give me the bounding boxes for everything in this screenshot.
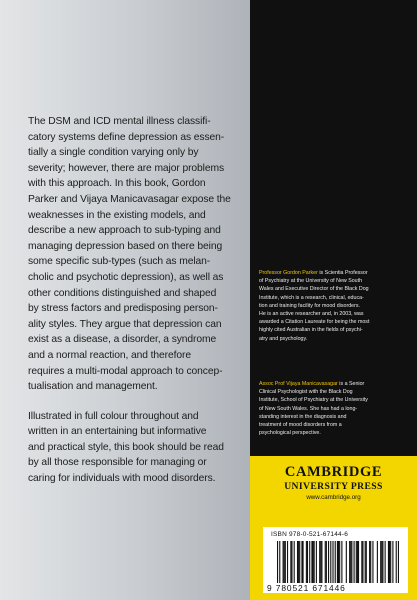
barcode-area bbox=[263, 527, 408, 593]
author-name-parker: Professor Gordon Parker bbox=[259, 270, 318, 276]
barcode-digits: 9 780521 671446 bbox=[267, 583, 346, 593]
author-bio-text: is Scientia Professor of Psychiatry at the University of New South Wales and Executive Director of the Black Dog Institute, which is a research, clinical, educa- tion and training facility for mood disorders. He is an active researcher and, in 2003, was awarded a Citation Laureate for being the most highly cited Australian in the fields of psychi- atry and psychology. bbox=[259, 270, 370, 342]
isbn-label: ISBN 978-0-521-67144-6 bbox=[271, 531, 349, 538]
author-name-manicavasagar: Assoc Prof Vijaya Manicavasagar bbox=[259, 381, 338, 387]
book-blurb bbox=[28, 114, 246, 501]
blurb-paragraph: The DSM and ICD mental illness classifi- catory systems define depression as essen- tially a single condition varying only by severity; however, there are major problems with this approach. In this book, Gordon Parker and Vijaya Manicavasagar expose the weaknesses in the existing models, and describe a new approach to sub-typing and managing depression based on there being some specific sub-types (such as melan- cholic and psychotic depression), as well as other conditions distinguished and shaped by stress factors and predisposing person- ality styles. They argue that depression can exist as a disease, a disorder, a syndrome and a normal reaction, and therefore requires a multi-modal approach to concep- tualisation and management. bbox=[28, 116, 231, 393]
author-bio-manicavasagar bbox=[259, 380, 415, 437]
publisher-url: www.cambridge.org bbox=[306, 494, 361, 501]
publisher-name: CAMBRIDGE bbox=[284, 464, 383, 480]
barcode-icon bbox=[277, 541, 399, 583]
author-bio-text: is a Senior Clinical Psychologist with the Black Dog Institute, School of Psychiatry at the University of New South Wales. She has had a long- standing interest in the diagnosis and treatment of mood disorders from a psychological perspective. bbox=[259, 381, 368, 437]
blurb-paragraph: Illustrated in full colour throughout and written in an entertaining but informative and practical style, this book should be read by all those responsible for managing or caring for individuals with mood disorders. bbox=[28, 410, 224, 485]
publisher-subtitle: UNIVERSITY PRESS bbox=[284, 481, 383, 492]
author-bio-parker bbox=[259, 269, 415, 343]
